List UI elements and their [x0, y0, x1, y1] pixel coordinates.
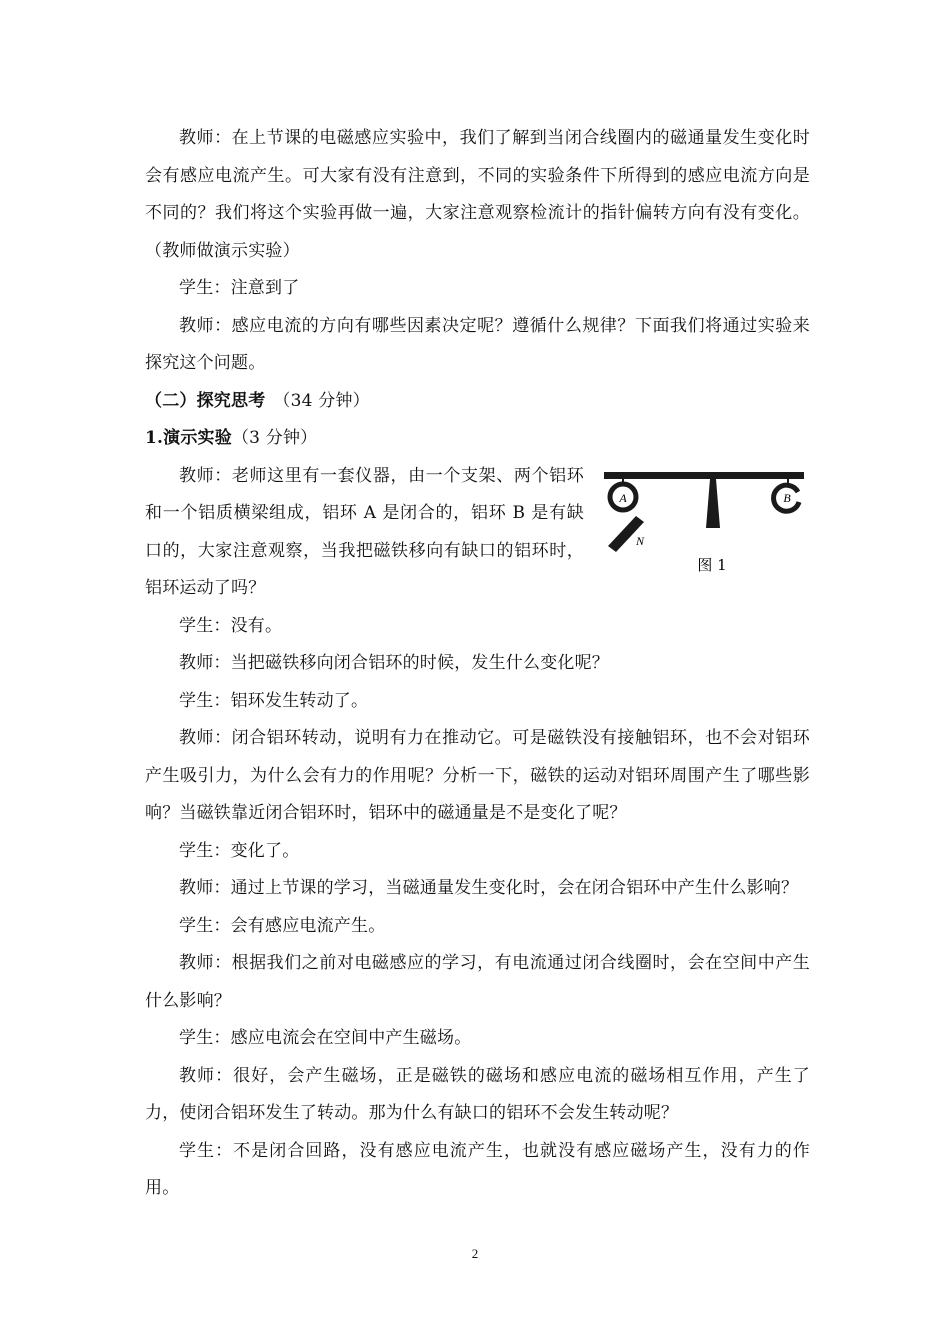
sub-heading-time: （3 分钟）	[231, 428, 318, 448]
paragraph: 教师：根据我们之前对电磁感应的学习，有电流通过闭合线圈时，会在空间中产生什么影响？	[145, 953, 810, 1011]
paragraph: 教师：闭合铝环转动，说明有力在推动它。可是磁铁没有接触铝环，也不会对铝环产生吸引力，为什么会有力的作用呢？分析一下，磁铁的运动对铝环周围产生了哪些影响？当磁铁靠近闭合铝环时，铝环中的磁通量是不是变化了呢？	[145, 728, 810, 823]
ring-b-label: B	[783, 490, 791, 505]
magnet-pole-label: N	[636, 533, 645, 548]
paragraph: 学生：铝环发生转动了。	[179, 690, 369, 711]
lenz-ring-apparatus-diagram	[600, 462, 810, 578]
paragraph: 学生：没有。	[179, 615, 283, 636]
paragraph: 学生：变化了。	[179, 840, 300, 861]
section-heading-time: （34 分钟）	[273, 390, 370, 411]
section-heading-label: （二）探究思考	[145, 390, 266, 411]
paragraph: 学生：会有感应电流产生。	[179, 915, 386, 936]
paragraph: 学生：不是闭合回路，没有感应电流产生，也就没有感应磁场产生，没有力的作用。	[145, 1140, 810, 1198]
document-body	[145, 120, 810, 1208]
paragraph: 教师：在上节课的电磁感应实验中，我们了解到当闭合线圈内的磁通量发生变化时会有感应电流产生。可大家有没有注意到，不同的实验条件下所得到的感应电流方向是不同的？我们将这个实验再做一遍，大家注意观察检流计的指针偏转方向有没有变化。（教师做演示实验）	[145, 128, 810, 261]
ring-a-label: A	[619, 490, 627, 505]
support-stand	[706, 479, 720, 528]
figure-1	[600, 462, 810, 578]
paragraph: 学生：注意到了	[179, 278, 300, 298]
page-number: 2	[471, 1246, 479, 1261]
paragraph: 教师：通过上节课的学习，当磁通量发生变化时，会在闭合铝环中产生什么影响？	[179, 878, 799, 898]
paragraph: 学生：感应电流会在空间中产生磁场。	[179, 1028, 472, 1048]
paragraph: 教师：老师这里有一套仪器，由一个支架、两个铝环和一个铝质横梁组成，铝环 A 是闭合的，铝环 B 是有缺口的，大家注意观察，当我把磁铁移向有缺口的铝环时，铝环运动了吗？	[145, 465, 584, 598]
paragraph: 教师：感应电流的方向有哪些因素决定呢？遵循什么规律？下面我们将通过实验来探究这个问题。	[145, 315, 810, 373]
paragraph: 教师：很好，会产生磁场，正是磁铁的磁场和感应电流的磁场相互作用，产生了力，使闭合铝环发生了转动。那为什么有缺口的铝环不会发生转动呢？	[145, 1065, 810, 1123]
paragraph: 教师：当把磁铁移向闭合铝环的时候，发生什么变化呢？	[179, 653, 609, 673]
sub-heading	[145, 420, 810, 458]
sub-heading-label: 1.演示实验	[145, 428, 232, 448]
figure-caption: 图 1	[697, 555, 727, 574]
section-heading	[145, 383, 810, 421]
beam	[604, 472, 804, 479]
